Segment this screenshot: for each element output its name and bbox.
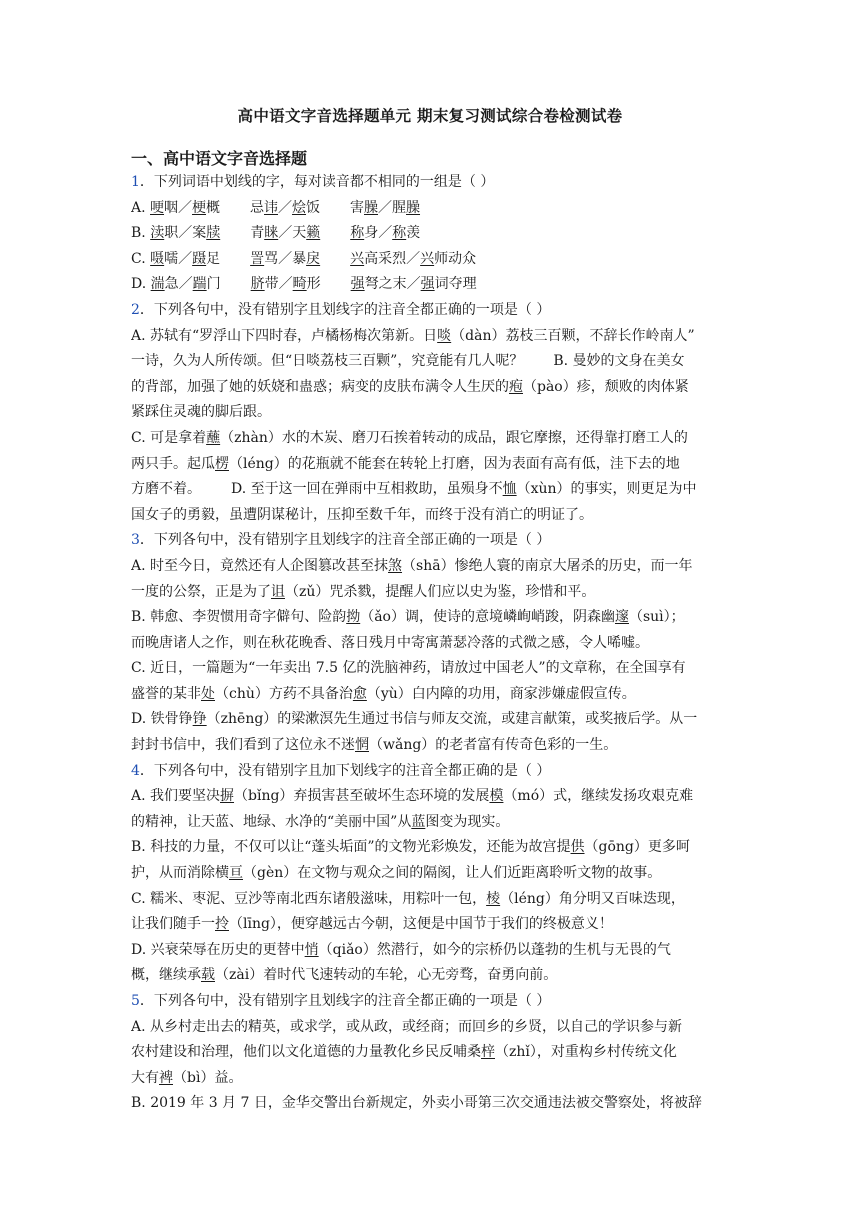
text-segment: 农村建设和治理，他们以文化道德的力量教化乡民反哺桑 [131, 1044, 481, 1061]
underlined-character: 戾 [306, 250, 321, 267]
text-segment: 羡 [406, 225, 421, 242]
underlined-character: 愈 [352, 685, 367, 702]
text-segment: 师动众 [434, 250, 477, 267]
text-segment: ／ [278, 199, 293, 216]
text-segment: 饭 [306, 199, 321, 216]
underlined-character: 煞 [388, 557, 403, 574]
text-segment: 骂／暴 [264, 250, 307, 267]
text-segment: （zhàn）水的木炭、磨刀石挨着转动的成品，跟它摩擦，还得靠打磨工人的 [220, 429, 688, 446]
underlined-character: 梓 [481, 1044, 495, 1061]
question-2-line [131, 452, 731, 478]
text-segment: 一度的公祭，正是为了 [131, 583, 271, 600]
text-segment: （xùn）的事实，则更足为中 [516, 481, 697, 498]
question-3-line [131, 605, 731, 631]
underlined-character: 臊 [364, 199, 379, 216]
text-segment: 足 [206, 250, 221, 267]
text-segment: （gèn）在文物与观众之间的隔阂，让人们近距离聆听文物的故事。 [243, 865, 662, 882]
text-segment: 职／案 [164, 225, 207, 242]
text-segment: B. 科技的力量，不仅可以让“蓬头垢面”的文物光彩焕发，还能为故宫提 [131, 839, 571, 856]
text-segment: 带／ [264, 276, 293, 293]
text-segment: A. 时至今日，竟然还有人企图篡改甚至抹 [131, 557, 389, 574]
question-number: 2 [131, 301, 140, 318]
text-segment: 的背部，加强了她的妖娆和蛊惑；病变的皮肤布满令人生厌的 [131, 378, 509, 395]
text-segment: 害 [350, 199, 365, 216]
document-title: 高中语文字音选择题单元 期末复习测试综合卷检测试卷 [237, 106, 623, 125]
text-segment: 嚅／ [164, 250, 193, 267]
question-3-line [131, 682, 731, 708]
underlined-character: 踹 [192, 276, 207, 293]
underlined-character: 棱 [486, 890, 501, 907]
text-segment: ．下列各句中，没有错别字且划线字的注音全都正确的一项是（ ） [139, 993, 551, 1009]
text-segment: B. [131, 225, 146, 242]
underlined-character: 供 [570, 839, 585, 856]
text-segment: C. 近日，一篇题为“一年卖出 7.5 亿的洗脑神药，请放过中国老人”的文章称，在全国享有 [131, 660, 686, 677]
question-number: 1 [131, 174, 140, 190]
text-segment: ．下列各句中，没有错别字且划线字的注音全都正确的一项是（ ） [139, 301, 551, 318]
text-segment: （bì）益。 [173, 1069, 243, 1086]
underlined-character: 裨 [159, 1069, 173, 1086]
text-segment: A. 苏轼有“罗浮山下四时春，卢橘杨梅次第新。日 [131, 327, 438, 344]
underlined-character: 蹑 [192, 250, 207, 267]
text-segment: 方磨不着。 [131, 481, 201, 498]
text-segment: C. [131, 250, 146, 267]
text-segment: 紧踩住灵魂的脚后跟。 [131, 404, 271, 421]
question-5-line [131, 1015, 731, 1041]
underlined-character: 载 [201, 967, 215, 984]
underlined-character: 兴 [350, 250, 365, 267]
underlined-character: 啖 [437, 327, 452, 344]
question-2-line [131, 349, 731, 375]
question-4-line [131, 810, 731, 836]
question-1-option-c [131, 247, 731, 273]
text-segment: 国女子的勇毅，虽遭阴谋秘计，压抑至数千年，而终于没有消亡的明证了。 [131, 506, 593, 523]
text-segment: 忌 [250, 199, 265, 216]
text-segment: （zhēng）的梁漱溟先生通过书信与师友交流，或建言献策，或奖掖后学。从一 [206, 711, 698, 728]
question-3-stem [131, 528, 731, 554]
text-segment: （līng），便穿越远古今朝，这便是中国节于我们的终极意义！ [229, 916, 613, 933]
text-segment: 两只手。起瓜 [131, 455, 215, 472]
text-segment: 急／ [164, 276, 193, 293]
question-1-stem [131, 170, 731, 196]
text-segment: 形 [306, 276, 321, 293]
question-number: 3 [131, 532, 140, 549]
text-segment: （zǔ）咒杀戮，提醒人们应以史为鉴，珍惜和平。 [285, 583, 596, 600]
text-segment: （ǎo）调，使诗的意境嶙峋峭踆，阴森幽 [360, 609, 615, 626]
question-2-line [131, 477, 731, 503]
question-4-line [131, 887, 731, 913]
question-2-line [131, 426, 731, 452]
underlined-character: 摒 [220, 788, 235, 805]
text-segment: （bǐng）弃损害甚至破坏生态环境的发展 [234, 788, 490, 805]
underlined-character: 籁 [306, 225, 321, 242]
text-segment: （wǎng）的老者富有传奇色彩的一生。 [369, 737, 618, 754]
underlined-character: 模 [489, 788, 504, 805]
question-3-line [131, 580, 731, 606]
text-segment: 盛誉的某非 [131, 685, 201, 702]
question-4-line [131, 963, 731, 989]
underlined-character: 哽 [150, 199, 165, 216]
question-number: 4 [131, 762, 140, 779]
text-segment: B. 2019 年 3 月 7 日，金华交警出台新规定，外卖小哥第三次交通违法被交警察处，将被辞 [131, 1095, 702, 1112]
text-segment: （pào）疹，颓败的肉体紧 [523, 378, 689, 395]
underlined-character: 臊 [406, 199, 421, 216]
question-4-line [131, 861, 731, 887]
question-4-stem [131, 759, 731, 785]
underlined-character: 脐 [250, 276, 265, 293]
text-segment: （shā）惨绝人寰的南京大屠杀的历史，而一年 [402, 557, 693, 574]
section-heading: 一、高中语文字音选择题 [131, 149, 308, 168]
text-segment: A. 从乡村走出去的精英，或求学，或从政，或经商；而回乡的乡贤，以自己的学识参与新 [131, 1018, 683, 1035]
underlined-character: 拗 [346, 609, 361, 626]
text-segment: A. 我们要坚决 [131, 788, 221, 805]
text-segment: （suì）； [628, 609, 685, 626]
question-4-line [131, 912, 731, 938]
text-segment: ．下列各句中，没有错别字且划线字的注音全部正确的一项是（ ） [139, 532, 551, 549]
underlined-character: 称 [350, 225, 365, 242]
text-segment: 身／ [364, 225, 393, 242]
question-5-line [131, 1091, 731, 1117]
underlined-character: 亘 [229, 865, 243, 882]
question-1-option-b [131, 221, 731, 247]
underlined-character: 楞 [215, 455, 229, 472]
text-segment: （mó）式，继续发扬攻艰克难 [503, 788, 694, 805]
underlined-character: 烩 [292, 199, 307, 216]
question-3-line [131, 554, 731, 580]
text-segment: D. 铁骨铮 [131, 711, 193, 728]
underlined-character: 处 [201, 685, 215, 702]
underlined-character: 铮 [192, 711, 207, 728]
underlined-character: 讳 [264, 199, 279, 216]
text-segment: 大有 [131, 1069, 159, 1086]
text-segment: A. [131, 199, 146, 216]
text-segment: 让我们随手一 [131, 916, 215, 933]
text-segment: ．下列词语中划线的字，每对读音都不相同的一组是（ ） [139, 174, 495, 190]
underlined-character: 湍 [150, 276, 165, 293]
text-segment: 词夺理 [434, 276, 477, 293]
underlined-character: 梗 [192, 199, 207, 216]
question-5-line [131, 1066, 731, 1092]
text-segment: （gōng）更多呵 [584, 839, 690, 856]
underlined-character: 蘸 [206, 429, 221, 446]
underlined-character: 悄 [304, 941, 319, 958]
underlined-character: 兴 [420, 250, 435, 267]
question-2-line [131, 375, 731, 401]
text-segment: ．下列各句中，没有错别字且加下划线字的注音全都正确的是（ ） [139, 762, 551, 779]
text-segment: 咽／ [164, 199, 193, 216]
text-segment: 门 [206, 276, 221, 293]
question-3-line [131, 733, 731, 759]
underlined-character: 拎 [215, 916, 229, 933]
text-segment: D. 兴衰荣辱在历史的更替中 [131, 941, 305, 958]
text-segment: C. 糯米、枣泥、豆沙等南北西东诸般滋味，用粽叶一包， [131, 890, 487, 907]
question-number: 5 [131, 993, 140, 1009]
underlined-character: 强 [420, 276, 435, 293]
underlined-character: 诅 [271, 583, 285, 600]
underlined-character: 嗫 [150, 250, 165, 267]
text-segment: 弩之末／ [364, 276, 421, 293]
underlined-character: 邃 [614, 609, 629, 626]
question-5-stem [131, 989, 731, 1015]
text-segment: 高采烈／ [364, 250, 421, 267]
question-2-line [131, 503, 731, 529]
question-4-line [131, 835, 731, 861]
text-segment: B. 曼妙的文身在美女 [553, 353, 685, 370]
question-3-line [131, 656, 731, 682]
underlined-character: 恤 [502, 481, 517, 498]
text-segment: 概 [206, 199, 221, 216]
text-segment: 图变为现实。 [425, 813, 510, 830]
text-segment: 护，从而消除横 [131, 865, 229, 882]
text-segment: （dàn）荔枝三百颗，不辞长作岭南人” [451, 327, 695, 344]
text-segment: （léng）角分明又百味迭现， [500, 890, 685, 907]
underlined-character: 疱 [509, 378, 523, 395]
text-segment: （léng）的花瓶就不能套在转轮上打磨，因为表面有高有低，洼下去的地 [229, 455, 680, 472]
underlined-character: 惘 [355, 737, 369, 754]
text-segment: D. 至于这一回在弹雨中互相救助，虽殒身不 [231, 481, 503, 498]
question-3-line [131, 631, 731, 657]
underlined-character: 蓝 [411, 813, 426, 830]
question-2-stem [131, 298, 731, 324]
text-segment: 的精神，让天蓝、地绿、水净的“美丽中国”从 [131, 813, 412, 830]
text-segment: 一诗，久为人所传颂。但“日啖荔枝三百颗”，究竟能有几人呢？ [131, 353, 524, 370]
text-segment: ／腥 [378, 199, 407, 216]
underlined-character: 牍 [206, 225, 221, 242]
underlined-character: 畸 [292, 276, 307, 293]
text-segment: 封封书信中，我们看到了这位永不迷 [131, 737, 355, 754]
text-segment: （zài）着时代飞速转动的车轮，心无旁骛，奋勇向前。 [215, 967, 558, 984]
question-2-line [131, 324, 731, 350]
question-5-line [131, 1040, 731, 1066]
text-segment: B. 韩愈、李贺惯用奇字僻句、险韵 [131, 609, 347, 626]
question-1-option-d [131, 272, 731, 298]
text-segment: 概，继续承 [131, 967, 201, 984]
text-segment: ／天 [278, 225, 307, 242]
document-body [131, 170, 731, 1117]
text-segment: 青 [250, 225, 265, 242]
question-4-line [131, 938, 731, 964]
underlined-character: 睐 [264, 225, 279, 242]
question-1-option-a [131, 196, 731, 222]
text-segment: （qiǎo）然潜行，如今的宗桥仍以蓬勃的生机与无畏的气 [318, 941, 671, 958]
underlined-character: 称 [392, 225, 407, 242]
text-segment: D. [131, 276, 147, 293]
question-4-line [131, 784, 731, 810]
question-3-line [131, 707, 731, 733]
text-segment: C. 可是拿着 [131, 429, 207, 446]
underlined-character: 渎 [150, 225, 165, 242]
underlined-character: 詈 [250, 250, 265, 267]
text-segment: 而晚唐诸人之作，则在秋花晚香、落日残月中寄寓萧瑟冷落的式微之感，令人唏嘘。 [131, 634, 649, 651]
question-2-line [131, 400, 731, 426]
text-segment: （yù）白内障的功用，商家涉嫌虚假宣传。 [366, 685, 636, 702]
text-segment: （chù）方药不具备治 [215, 685, 353, 702]
underlined-character: 强 [350, 276, 365, 293]
text-segment: （zhǐ），对重构乡村传统文化 [495, 1044, 677, 1061]
